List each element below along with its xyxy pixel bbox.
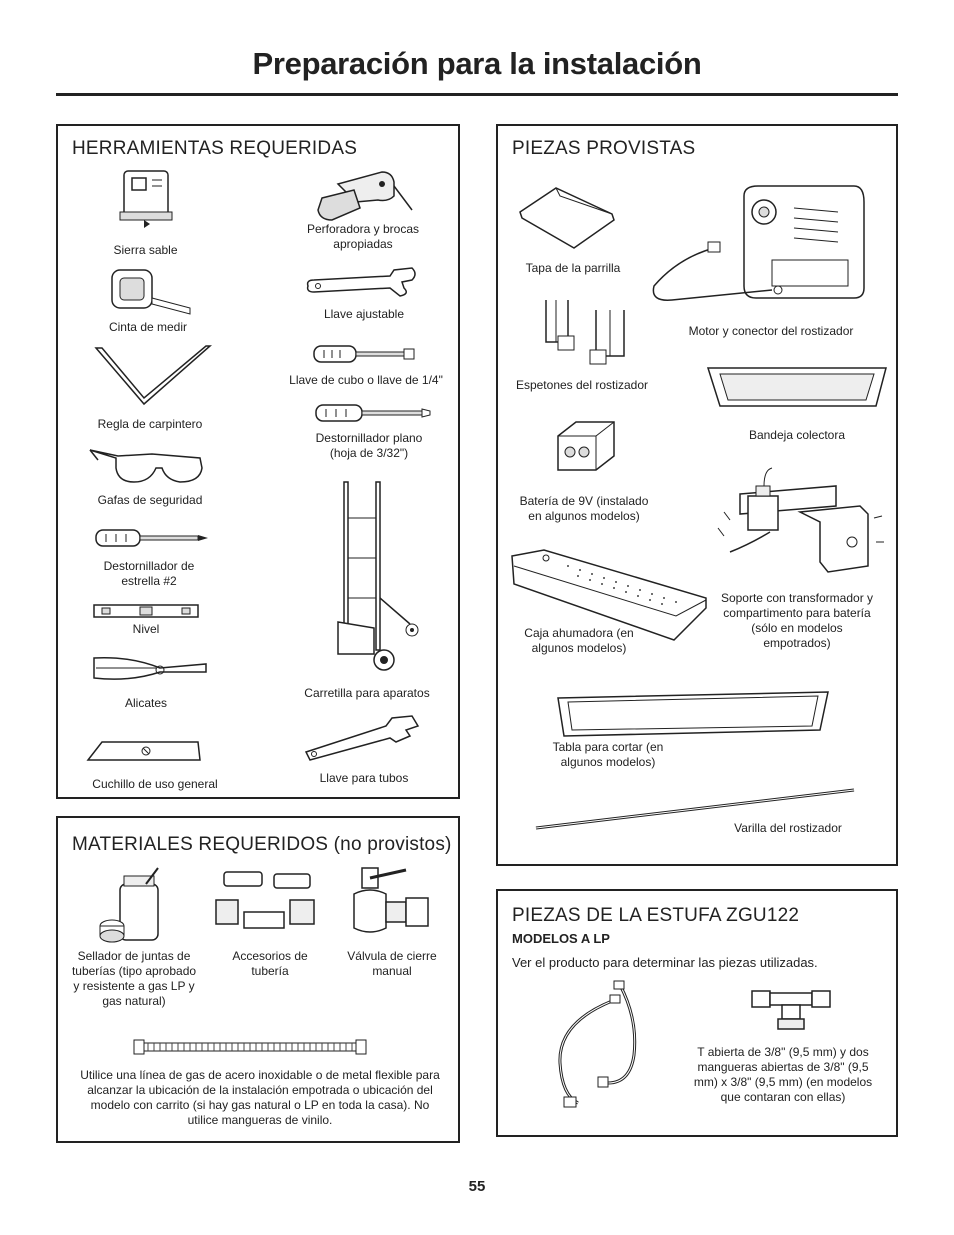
tape-measure-icon (108, 268, 194, 316)
grill-cover-icon (516, 184, 618, 252)
tool-label-nivel: Nivel (132, 622, 160, 636)
page-title: Preparación para la instalación (252, 46, 702, 81)
hand-truck-icon (334, 478, 420, 676)
materials-heading: MATERIALES REQUERIDOS (no provistos) (72, 834, 452, 855)
tool-label-perforadora: Perforadora y brocas apropiadas (306, 222, 420, 251)
materials-panel (56, 816, 460, 1143)
adjustable-wrench-icon (304, 266, 420, 300)
part-label-espetones: Espetones del rostizador (515, 378, 649, 392)
pliers-icon (90, 652, 210, 684)
transformer-bracket-icon (710, 466, 888, 580)
parts-heading: PIEZAS PROVISTAS (512, 138, 696, 159)
material-label-accesorios: Accesorios de tubería (232, 949, 308, 978)
phillips-screwdriver-icon (92, 526, 210, 550)
tool-label-llave-cubo: Llave de cubo o llave de 1/4" (289, 373, 443, 387)
tool-label-cuchillo: Cuchillo de uso general (92, 777, 218, 791)
tool-label-cinta: Cinta de medir (108, 320, 188, 334)
safety-glasses-icon (88, 444, 206, 488)
flex-gas-line-icon (132, 1036, 368, 1058)
tool-label-llave-ajustable: Llave ajustable (323, 307, 405, 321)
zgu-panel (496, 889, 898, 1137)
rotisserie-motor-icon (648, 182, 868, 314)
tool-label-gafas: Gafas de seguridad (97, 493, 203, 507)
reciprocating-saw-icon (118, 168, 176, 230)
tool-label-sierra-sable: Sierra sable (113, 243, 178, 257)
utility-knife-icon (86, 736, 204, 766)
zgu-item-label: T abierta de 3/8" (9,5 mm) y dos mangueras abiertas de 3/8" (9,5 mm) x 3/8" (9,5 mm) (en modelos que contaran con ellas) (693, 1045, 873, 1104)
part-label-caja-ahumadora: Caja ahumadora (en algunos modelos) (524, 626, 634, 655)
tool-label-alicates: Alicates (124, 696, 168, 710)
flat-screwdriver-icon (312, 402, 434, 424)
spit-forks-icon (538, 296, 632, 374)
materials-note: Utilice una línea de gas de acero inoxidable o de metal flexible para alcanzar la ubicación de la instalación empotrada o ubicación del modelo con carrito (si hay gas natural o LP en toda la casa). No utilice mangueras de vinilo. (80, 1068, 440, 1127)
tee-fitting-icon (748, 987, 834, 1035)
zgu-note: Ver el producto para determinar las piezas utilizadas. (512, 955, 818, 970)
part-label-tabla: Tabla para cortar (en algunos modelos) (552, 740, 664, 769)
carpenter-square-icon (94, 344, 212, 408)
tools-panel (56, 124, 460, 799)
part-label-motor: Motor y conector del rostizador (688, 324, 854, 338)
cutting-board-icon (554, 688, 836, 740)
part-label-bandeja: Bandeja colectora (748, 428, 846, 442)
part-label-tapa: Tapa de la parrilla (525, 261, 621, 275)
drill-icon (308, 168, 414, 224)
tool-label-destornillador-plano: Destornillador plano (hoja de 3/32") (315, 431, 423, 460)
hoses-icon (548, 979, 658, 1117)
zgu-subheading: MODELOS A LP (512, 931, 610, 946)
material-label-sellador: Sellador de juntas de tuberías (tipo aprobado y resistente a gas LP y gas natural) (71, 949, 197, 1008)
drip-tray-icon (704, 362, 890, 414)
pipe-fittings-icon (214, 870, 324, 940)
parts-panel (496, 124, 898, 866)
part-label-varilla: Varilla del rostizador (734, 821, 842, 835)
tools-heading: HERRAMIENTAS REQUERIDAS (72, 138, 358, 159)
title-rule (56, 93, 898, 96)
tool-label-carretilla: Carretilla para aparatos (304, 686, 430, 700)
battery-icon (554, 418, 618, 474)
nut-driver-icon (310, 342, 418, 366)
pipe-wrench-icon (302, 712, 422, 764)
tool-label-llave-tubos: Llave para tubos (319, 771, 409, 785)
level-icon (92, 602, 202, 620)
pipe-sealant-icon (98, 866, 168, 946)
tool-label-regla: Regla de carpintero (97, 417, 203, 431)
part-label-bateria: Batería de 9V (instalado en algunos modelos) (519, 494, 649, 523)
part-label-soporte: Soporte con transformador y compartimento para batería (sólo en modelos empotrados) (720, 591, 874, 650)
shutoff-valve-icon (348, 866, 432, 940)
page-number: 55 (468, 1178, 486, 1195)
zgu-heading: PIEZAS DE LA ESTUFA ZGU122 (512, 905, 800, 926)
tool-label-destornillador-estrella: Destornillador de estrella #2 (103, 559, 195, 588)
material-label-valvula: Válvula de cierre manual (347, 949, 437, 978)
